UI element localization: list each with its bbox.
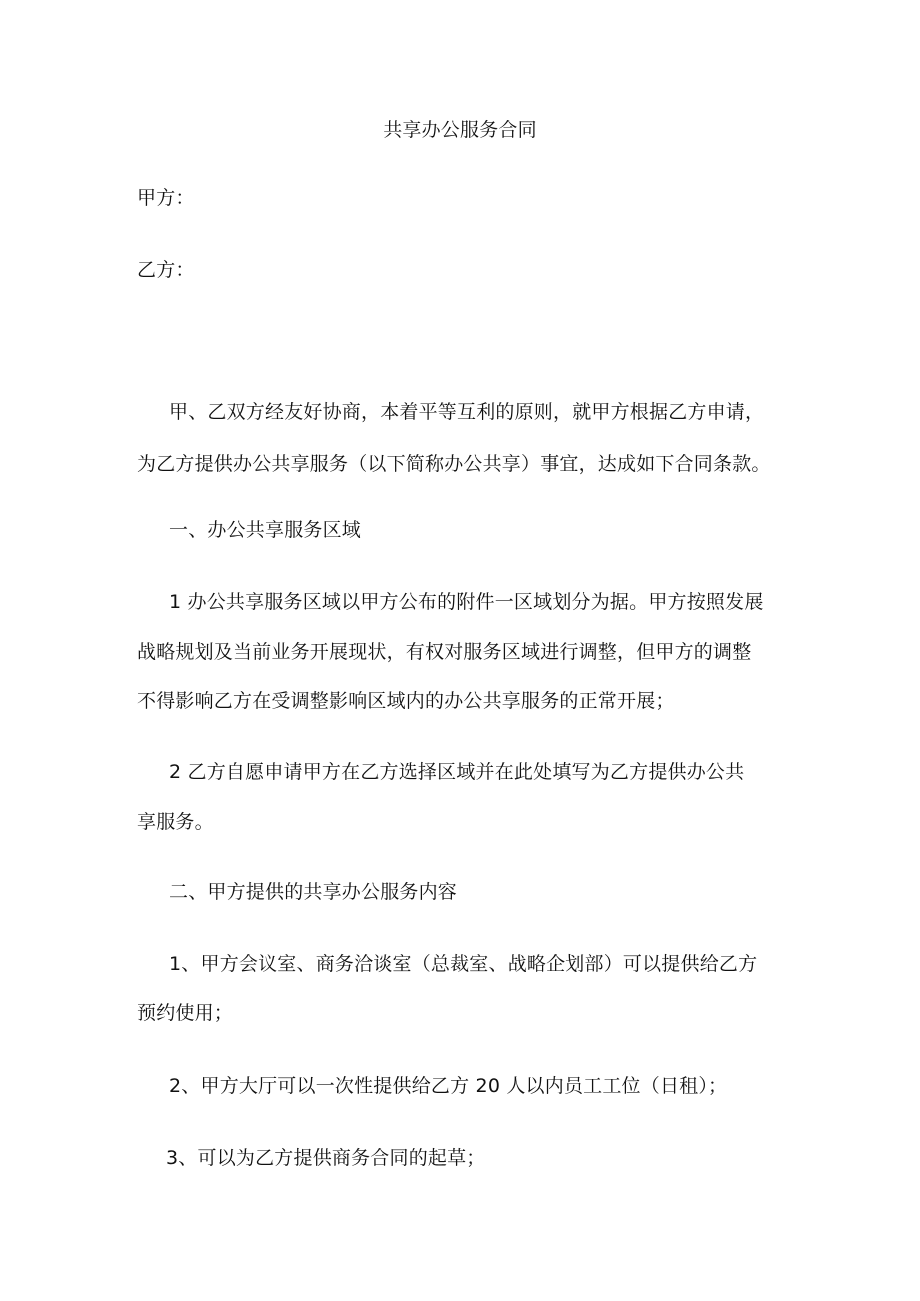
- document-title: 共享办公服务合同: [383, 119, 537, 141]
- section2-item3: 3、可以为乙方提供商务合同的起草；: [166, 1147, 486, 1169]
- section1-item2-line1: 2 乙方自愿申请甲方在乙方选择区域并在此处填写为乙方提供办公共: [169, 761, 745, 783]
- section2-item2: 2、甲方大厅可以一次性提供给乙方 20 人以内员工工位（日租）；: [169, 1075, 728, 1097]
- section2-item1-line1: 1、甲方会议室、商务洽谈室（总裁室、战略企划部）可以提供给乙方: [169, 953, 758, 975]
- section1-heading: 一、办公共享服务区域: [169, 519, 362, 541]
- party-a-label: 甲方：: [137, 187, 195, 209]
- section1-item2-line2: 享服务。: [137, 811, 214, 833]
- intro-line-2: 为乙方提供办公共享服务（以下简称办公共享）事宜，达成如下合同条款。: [137, 453, 771, 475]
- section1-item1-line3: 不得影响乙方在受调整影响区域内的办公共享服务的正常开展；: [137, 690, 675, 712]
- section1-item1-line2: 战略规划及当前业务开展现状，有权对服务区域进行调整，但甲方的调整: [137, 641, 752, 663]
- section1-item1-line1: 1 办公共享服务区域以甲方公布的附件一区域划分为据。甲方按照发展: [169, 591, 764, 613]
- party-b-label: 乙方：: [137, 259, 195, 281]
- intro-line-1: 甲、乙双方经友好协商，本着平等互利的原则，就甲方根据乙方申请，: [169, 401, 765, 423]
- section2-item1-line2: 预约使用；: [137, 1002, 234, 1024]
- section2-heading: 二、甲方提供的共享办公服务内容: [169, 881, 458, 903]
